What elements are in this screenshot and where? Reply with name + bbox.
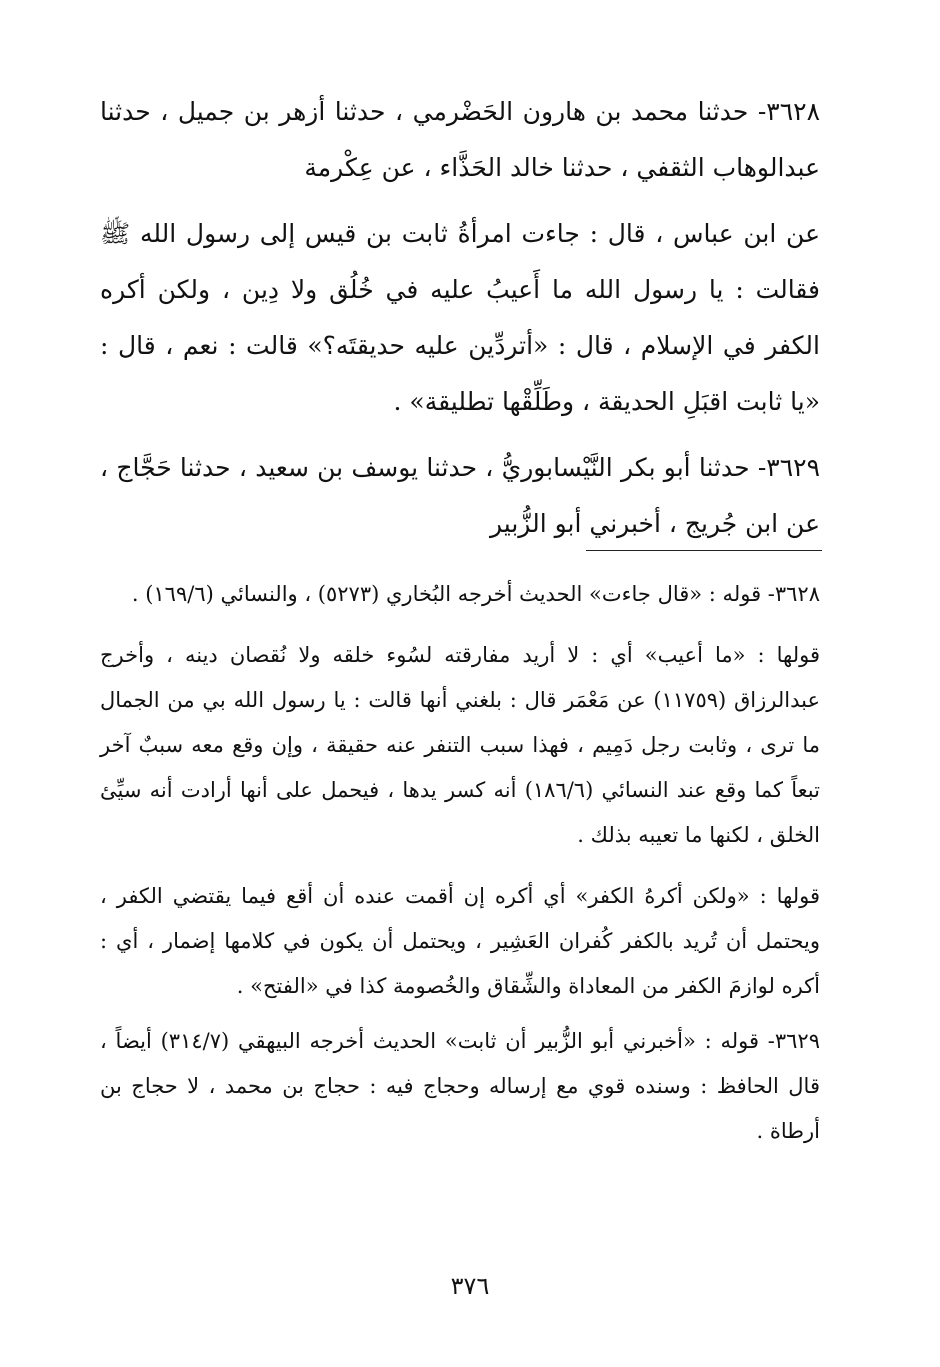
footnote-3629: ٣٦٢٩- قوله : «أخبرني أبو الزُّبير أن ثابت» الحديث أخرجه البيهقي (٣١٤/٧) أيضاً ، قال الحافظ : وسنده قوي مع إرساله وحجاج فيه : حجاج بن محمد ، لا حجاج بن أرطاة . [100, 1029, 820, 1143]
footnotes [100, 572, 820, 1154]
footnote-divider [586, 550, 822, 551]
footnote-3628: ٣٦٢٨- قوله : «قال جاءت» الحديث أخرجه البُخاري (٥٢٧٣) ، والنسائي (١٦٩/٦) . [131, 582, 820, 606]
hadith-3629-isnad: ٣٦٢٩- حدثنا أبو بكر النَّيْسابوريُّ ، حدثنا يوسف بن سعيد ، حدثنا حَجَّاج ، عن ابن جُريج ، أخبرني أبو الزُّبير [100, 453, 820, 538]
hadith-3628-matn: عن ابن عباس ، قال : جاءت امرأةُ ثابت بن قيس إلى رسول الله ﷺ فقالت : يا رسول الله ما أَعيبُ عليه في خُلُق ولا دِين ، ولكن أكره الكفر في الإسلام ، قال : «أتردِّين عليه حديقتَه؟» قالت : نعم ، قال : «يا ثابت اقبَلِ الحديقة ، وطَلِّقْها تطليقة» . [100, 219, 820, 416]
hadith-3628-isnad: ٣٦٢٨- حدثنا محمد بن هارون الحَضْرمي ، حدثنا أزهر بن جميل ، حدثنا عبدالوهاب الثقفي ، حدثنا خالد الحَذَّاء ، عن عِكْرمة [100, 97, 820, 182]
page-number: ٣٧٦ [450, 1272, 490, 1300]
footnote-kufr: قولها : «ولكن أكرهُ الكفر» أي أكره إن أقمت عنده أن أقع فيما يقتضي الكفر ، ويحتمل أن تُريد بالكفر كُفران العَشِير ، ويحتمل أن يكون في كلامها إضمار ، أي : أكره لوازمَ الكفر من المعاداة والشِّقاق والخُصومة كذا في «الفتح» . [100, 884, 820, 998]
main-text [100, 84, 820, 552]
footnote-ma-aib: قولها : «ما أعيب» أي : لا أريد مفارقته لسُوء خلقه ولا نُقصان دينه ، وأخرج عبدالرزاق (١١٧٥٩) عن مَعْمَر قال : بلغني أنها قالت : يا رسول الله بي من الجمال ما ترى ، وثابت رجل دَمِيم ، فهذا سبب التنفر عنه حقيقة ، وإن وقع معه سببٌ آخر تبعاً كما وقع عند النسائي (١٨٦/٦) أنه كسر يدها ، فيحمل على أنها أرادت أنه سيِّئ الخلق ، لكنها ما تعيبه بذلك . [100, 643, 820, 847]
